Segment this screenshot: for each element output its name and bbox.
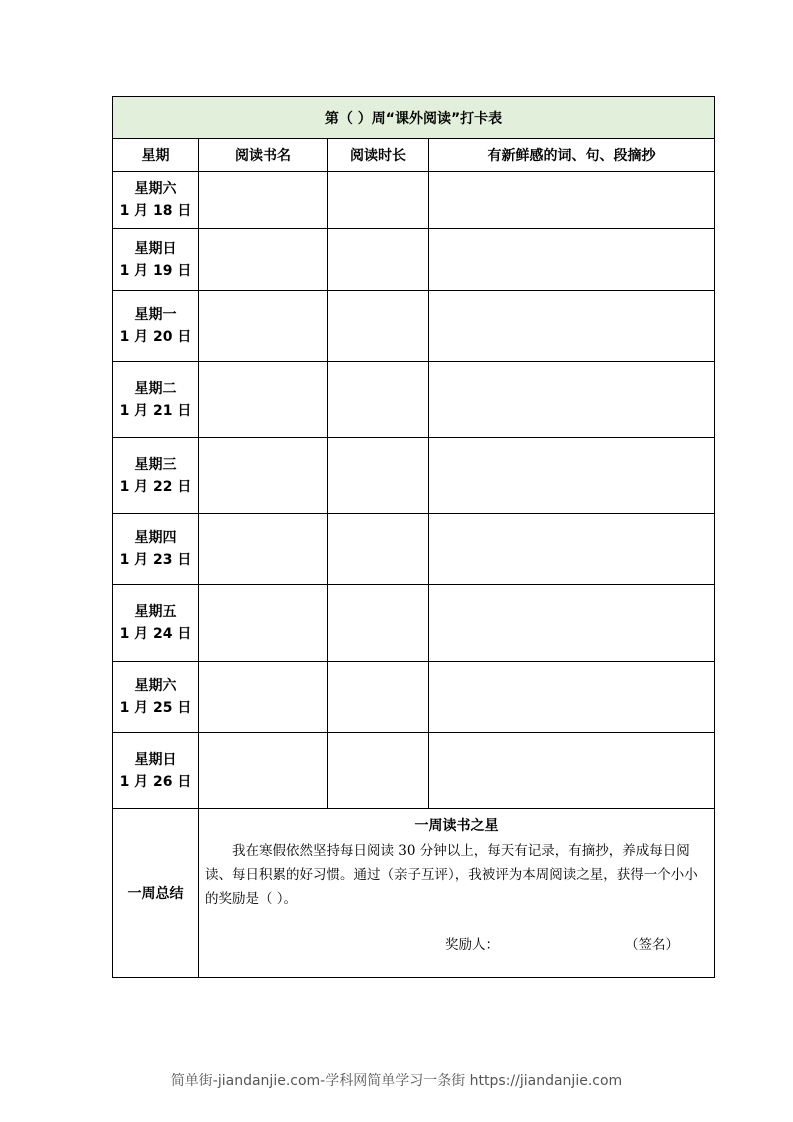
book-name-cell[interactable] — [199, 662, 328, 733]
star-text: 我在寒假依然坚持每日阅读 30 分钟以上，每天有记录，有摘抄，养成每日阅读、每日积累的好习惯。通过（亲子互评），我被评为本周阅读之星，获得一个小小的奖励是（ ）。 — [205, 843, 698, 907]
excerpt-cell[interactable] — [429, 291, 715, 362]
duration-cell[interactable] — [328, 229, 429, 291]
book-name-cell[interactable] — [199, 585, 328, 662]
duration-cell[interactable] — [328, 291, 429, 362]
signature-line — [205, 933, 708, 957]
signature-label: （签名） — [625, 937, 679, 953]
book-name-cell[interactable] — [199, 362, 328, 438]
table-row — [113, 585, 715, 662]
table-row — [113, 662, 715, 733]
excerpt-cell[interactable] — [429, 172, 715, 229]
reading-checkin-table — [112, 96, 715, 978]
excerpt-cell[interactable] — [429, 362, 715, 438]
header-book-name: 阅读书名 — [199, 139, 328, 172]
duration-cell[interactable] — [328, 438, 429, 514]
book-name-cell[interactable] — [199, 438, 328, 514]
table-row — [113, 172, 715, 229]
duration-cell[interactable] — [328, 662, 429, 733]
table-row — [113, 733, 715, 809]
day-cell: 星期四 1 月 23 日 — [113, 514, 199, 585]
star-title: 一周读书之星 — [414, 818, 499, 834]
day-cell: 星期三 1 月 22 日 — [113, 438, 199, 514]
day-cell: 星期日 1 月 26 日 — [113, 733, 199, 809]
table-row — [113, 291, 715, 362]
duration-cell[interactable] — [328, 733, 429, 809]
duration-cell[interactable] — [328, 585, 429, 662]
day-cell: 星期一 1 月 20 日 — [113, 291, 199, 362]
day-cell: 星期六 1 月 18 日 — [113, 172, 199, 229]
book-name-cell[interactable] — [199, 229, 328, 291]
day-cell: 星期六 1 月 25 日 — [113, 662, 199, 733]
excerpt-cell[interactable] — [429, 733, 715, 809]
table-row — [113, 514, 715, 585]
summary-label: 一周总结 — [113, 809, 199, 978]
duration-cell[interactable] — [328, 172, 429, 229]
excerpt-cell[interactable] — [429, 585, 715, 662]
table-row — [113, 229, 715, 291]
book-name-cell[interactable] — [199, 733, 328, 809]
summary-body — [199, 809, 715, 978]
excerpt-cell[interactable] — [429, 514, 715, 585]
duration-cell[interactable] — [328, 362, 429, 438]
duration-cell[interactable] — [328, 514, 429, 585]
day-cell: 星期五 1 月 24 日 — [113, 585, 199, 662]
day-cell: 星期日 1 月 19 日 — [113, 229, 199, 291]
header-duration: 阅读时长 — [328, 139, 429, 172]
header-excerpt: 有新鲜感的词、句、段摘抄 — [429, 139, 715, 172]
footer-watermark: 简单街-jiandanjie.com-学科网简单学习一条街 https://jiandanjie.com — [170, 1073, 623, 1089]
table-row — [113, 362, 715, 438]
header-weekday: 星期 — [113, 139, 199, 172]
book-name-cell[interactable] — [199, 514, 328, 585]
header-row — [113, 139, 715, 172]
excerpt-cell[interactable] — [429, 662, 715, 733]
table-title: 第（ ）周“课外阅读”打卡表 — [113, 97, 715, 139]
table-row — [113, 438, 715, 514]
book-name-cell[interactable] — [199, 172, 328, 229]
book-name-cell[interactable] — [199, 291, 328, 362]
summary-row — [113, 809, 715, 978]
award-giver-label: 奖励人： — [445, 937, 499, 953]
excerpt-cell[interactable] — [429, 229, 715, 291]
day-cell: 星期二 1 月 21 日 — [113, 362, 199, 438]
excerpt-cell[interactable] — [429, 438, 715, 514]
